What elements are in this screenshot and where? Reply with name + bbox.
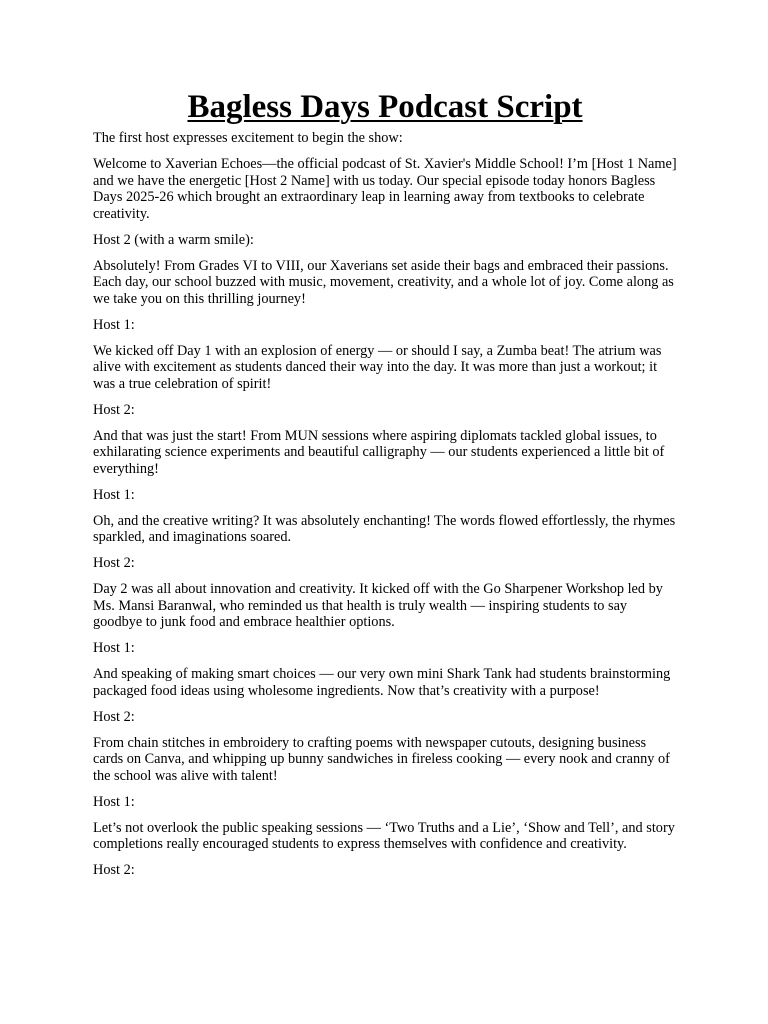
speaker-label: Host 2: bbox=[93, 862, 135, 878]
speaker-label: Host 2: bbox=[93, 555, 135, 571]
dialogue-paragraph: From chain stitches in embroidery to crafting poems with newspaper cutouts, designing business cards on Canva, and whipping up bunny sandwiches in fireless cooking — every nook and cranny of the school was alive with talent! bbox=[93, 734, 670, 784]
speaker-label: Host 2: bbox=[93, 708, 135, 725]
dialogue-paragraph: And that was just the start! From MUN sessions where aspiring diplomats tackled global issues, to exhilarating science experiments and beautiful calligraphy — our students experienced a little bit of everything! bbox=[93, 427, 665, 477]
speaker-label: Host 1: bbox=[93, 640, 135, 656]
dialogue-paragraph: Let’s not overlook the public speaking sessions — ‘Two Truths and a Lie’, ‘Show and Tell’, and story completions really encouraged students to express themselves with confidence and creativity. bbox=[93, 819, 675, 852]
dialogue-paragraph: Day 2 was all about innovation and creativity. It kicked off with the Go Sharpener Workshop led by Ms. Mansi Baranwal, who reminded us that health is truly wealth — inspiring students to say goodbye to junk food and embrace healthier options. bbox=[93, 581, 663, 630]
dialogue-paragraph: We kicked off Day 1 with an explosion of energy — or should I say, a Zumba beat! The atrium was alive with excitement as students danced their way into the day. It was more than just a workout; it was a true celebration of spirit! bbox=[93, 342, 662, 392]
speaker-label: Host 2 (with a warm smile): bbox=[93, 231, 254, 248]
intro-line: The first host expresses excitement to begin the show: bbox=[93, 130, 403, 146]
speaker-label: Host 2: bbox=[93, 401, 135, 418]
document-title: Bagless Days Podcast Script bbox=[187, 89, 583, 125]
speaker-label: Host 1: bbox=[93, 316, 135, 333]
speaker-label: Host 1: bbox=[93, 793, 135, 810]
document-page bbox=[93, 86, 677, 888]
dialogue-paragraph: Oh, and the creative writing? It was absolutely enchanting! The words flowed effortlessly, the rhymes sparkled, and imaginations soared. bbox=[93, 512, 676, 545]
dialogue-paragraph: Absolutely! From Grades VI to VIII, our Xaverians set aside their bags and embraced their passions. Each day, our school buzzed with music, movement, creativity, and a whole lot of joy. Come along as we take you on this thrilling journey! bbox=[93, 257, 674, 307]
dialogue-paragraph: And speaking of making smart choices — our very own mini Shark Tank had students brainstorming packaged food ideas using wholesome ingredients. Now that’s creativity with a purpose! bbox=[93, 666, 671, 699]
speaker-label: Host 1: bbox=[93, 486, 135, 503]
host1-welcome-paragraph: Welcome to Xaverian Echoes—the official podcast of St. Xavier's Middle School! I’m [Host 1 Name] and we have the energetic [Host 2 Name] with us today. Our special episode today honors Bagless Days 2025-26 which brought an extraordinary leap in learning away from textbooks to celebrate creativity. bbox=[93, 156, 677, 222]
